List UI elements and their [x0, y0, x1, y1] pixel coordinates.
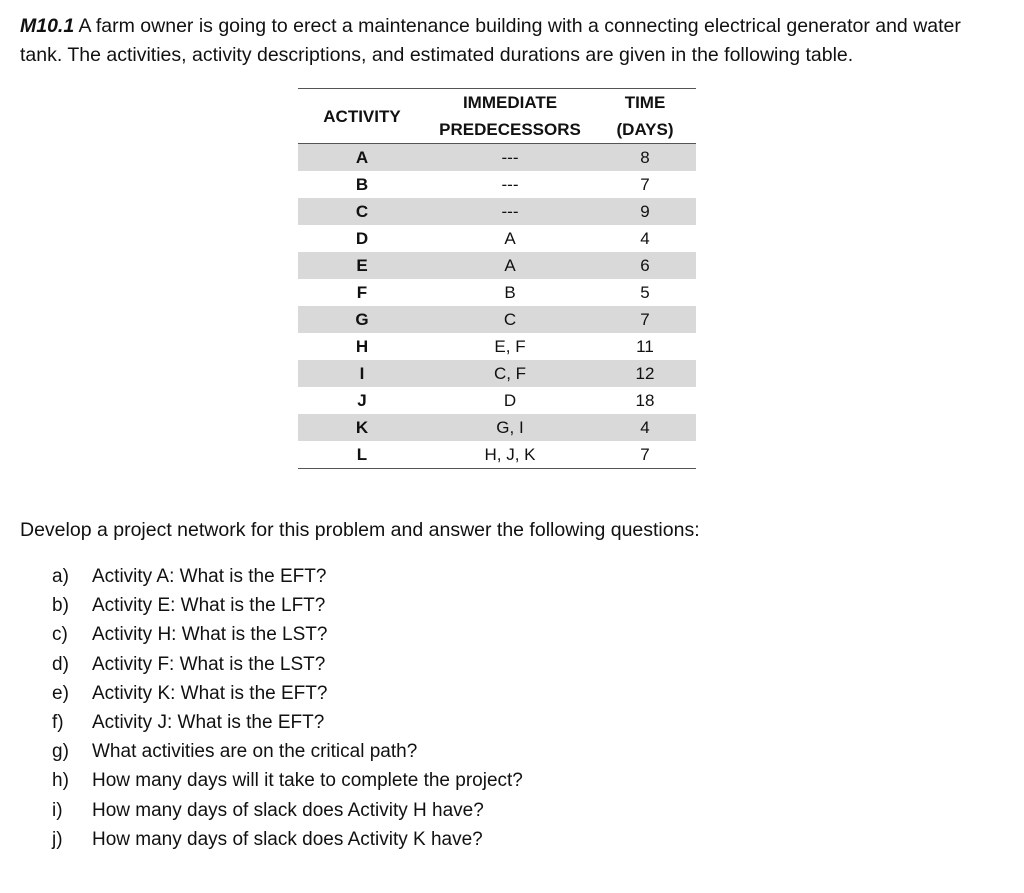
activity-cell: I: [298, 360, 426, 387]
question-item: [52, 708, 523, 737]
activity-cell: G: [298, 306, 426, 333]
table-row: [298, 144, 696, 172]
question-text: Activity E: What is the LFT?: [92, 595, 326, 617]
table-row: [298, 387, 696, 414]
time-cell: 7: [594, 306, 696, 333]
table-row: [298, 360, 696, 387]
predecessors-cell: H, J, K: [426, 441, 594, 469]
predecessors-cell: B: [504, 282, 516, 302]
activity-table: [298, 88, 696, 469]
question-item: [52, 796, 523, 825]
question-text: Activity H: What is the LST?: [92, 624, 328, 646]
table-header-row: [298, 89, 696, 144]
table-body: [298, 144, 696, 469]
problem-number: M10.1: [20, 15, 75, 37]
predecessors-cell: C: [426, 306, 594, 333]
activity-cell: F: [356, 282, 368, 302]
question-label: j): [52, 828, 63, 850]
question-text: Activity A: What is the EFT?: [92, 566, 327, 587]
table-row: [298, 306, 696, 333]
header-time-line1: TIME: [624, 93, 666, 112]
time-cell: 4: [594, 414, 696, 441]
question-text: Activity F: What is the LST?: [92, 653, 326, 675]
problem-statement: [20, 12, 1000, 70]
instructions: Develop a project network for this problem and answer the following questions:: [20, 519, 700, 541]
time-cell: 8: [594, 144, 696, 172]
time-cell: 4: [640, 228, 650, 248]
activity-cell: A: [298, 144, 426, 172]
header-time-line2: (DAYS): [616, 120, 674, 139]
question-text: What activities are on the critical path?: [92, 741, 418, 763]
question-label: b): [52, 595, 69, 617]
time-cell: 12: [594, 360, 696, 387]
header-predecessors: [426, 89, 594, 144]
table-row: [298, 279, 696, 306]
table-row: [298, 333, 696, 360]
table-row: [298, 441, 696, 469]
header-predecessors-line2: PREDECESSORS: [439, 120, 581, 139]
time-cell: 7: [640, 174, 650, 194]
time-cell: 9: [594, 198, 696, 225]
question-text: Activity K: What is the EFT?: [92, 682, 328, 704]
problem-text: A farm owner is going to erect a maintenance building with a connecting electrical generator and water tank. The activities, activity descriptions, and estimated durations are given in the following table.: [20, 15, 961, 66]
question-text: How many days will it take to complete the project?: [92, 770, 523, 792]
question-label: a): [52, 566, 69, 587]
table-row: [298, 252, 696, 279]
question-text: Activity J: What is the EFT?: [92, 712, 325, 734]
predecessors-cell: A: [426, 252, 594, 279]
question-text: How many days of slack does Activity H have?: [92, 799, 484, 821]
header-predecessors-line1: IMMEDIATE: [462, 93, 558, 112]
activity-cell: E: [298, 252, 426, 279]
activity-cell: L: [298, 441, 426, 469]
predecessors-cell: E, F: [494, 336, 526, 356]
table-row: [298, 198, 696, 225]
question-text: How many days of slack does Activity K have?: [92, 828, 483, 850]
predecessors-cell: A: [504, 228, 516, 248]
activity-cell: H: [355, 336, 369, 356]
time-cell: 18: [635, 390, 655, 410]
activity-cell: K: [298, 414, 426, 441]
question-item: [52, 737, 523, 766]
question-label: d): [52, 653, 69, 675]
predecessors-cell: ---: [426, 144, 594, 172]
question-item: [52, 766, 523, 795]
predecessors-cell: ---: [501, 174, 519, 194]
table-row: [298, 414, 696, 441]
predecessors-cell: ---: [426, 198, 594, 225]
time-cell: 11: [636, 336, 654, 356]
table-row: [298, 225, 696, 252]
question-label: i): [52, 799, 63, 821]
question-label: f): [52, 712, 64, 734]
question-label: c): [52, 624, 68, 646]
question-item: [52, 591, 523, 620]
question-item: [52, 620, 523, 649]
predecessors-cell: D: [503, 390, 517, 410]
header-activity: ACTIVITY: [298, 89, 426, 144]
predecessors-cell: C, F: [426, 360, 594, 387]
question-list: [52, 562, 523, 854]
activity-cell: B: [355, 174, 369, 194]
question-item: [52, 679, 523, 708]
activity-cell: C: [298, 198, 426, 225]
question-label: h): [52, 770, 69, 792]
table-row: [298, 171, 696, 198]
time-cell: 7: [594, 441, 696, 469]
question-item: [52, 650, 523, 679]
predecessors-cell: G, I: [426, 414, 594, 441]
header-time: [594, 89, 696, 144]
question-label: e): [52, 682, 69, 704]
question-item: [52, 562, 523, 591]
time-cell: 6: [594, 252, 696, 279]
time-cell: 5: [640, 282, 650, 302]
question-item: [52, 825, 523, 854]
activity-cell: D: [355, 228, 369, 248]
activity-cell: J: [357, 390, 367, 410]
question-label: g): [52, 741, 69, 763]
